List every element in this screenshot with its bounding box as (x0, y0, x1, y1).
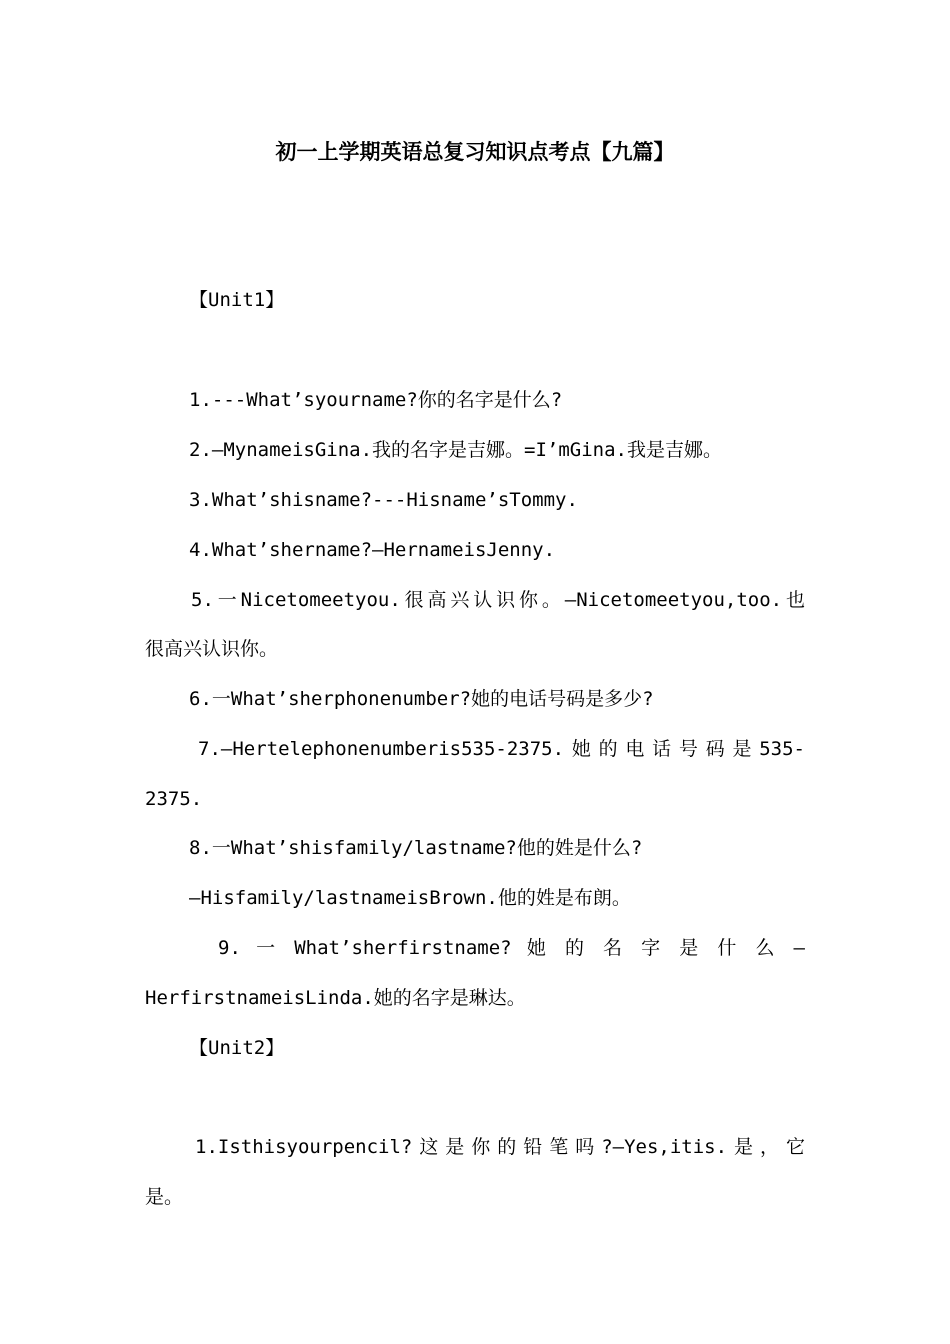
unit1-line-1: 1.---What’syourname?你的名字是什么? (189, 389, 563, 411)
unit1-line-9-cont: HerfirstnameisLinda.她的名字是琳达。 (145, 987, 526, 1009)
unit2-heading: 【Unit2】 (189, 1037, 285, 1059)
unit1-line-2: 2.—MynameisGina.我的名字是吉娜。=I’mGina.我是吉娜。 (189, 439, 722, 461)
unit1-heading: 【Unit1】 (189, 289, 285, 311)
unit1-line-8-answer: —Hisfamily/lastnameisBrown.他的姓是布朗。 (189, 887, 631, 909)
unit1-line-8: 8.一What’shisfamily/lastname?他的姓是什么? (189, 837, 643, 859)
unit1-line-9: 9. 一 What’sherfirstname? 她 的 名 字 是 什 么 — (218, 937, 805, 959)
unit2-line-1-cont: 是。 (145, 1186, 184, 1208)
unit1-line-3: 3.What’shisname?---Hisname’sTommy. (189, 489, 578, 511)
unit1-line-6: 6.一What’sherphonenumber?她的电话号码是多少? (189, 688, 654, 710)
unit1-line-5-cont: 很高兴认识你。 (145, 638, 279, 660)
unit1-line-5: 5.一Nicetomeetyou.很高兴认识你。—Nicetomeetyou,too.也 (191, 589, 805, 611)
unit1-line-4: 4.What’shername?—HernameisJenny. (189, 539, 556, 561)
unit2-line-1: 1.Isthisyourpencil?这是你的铅笔吗?—Yes,itis.是，它 (195, 1136, 805, 1158)
unit1-line-7: 7.—Hertelephonenumberis535-2375.她的电话号码是535- (198, 738, 805, 760)
unit1-line-7-cont: 2375. (145, 788, 203, 810)
page-title: 初一上学期英语总复习知识点考点【九篇】 (275, 140, 675, 164)
